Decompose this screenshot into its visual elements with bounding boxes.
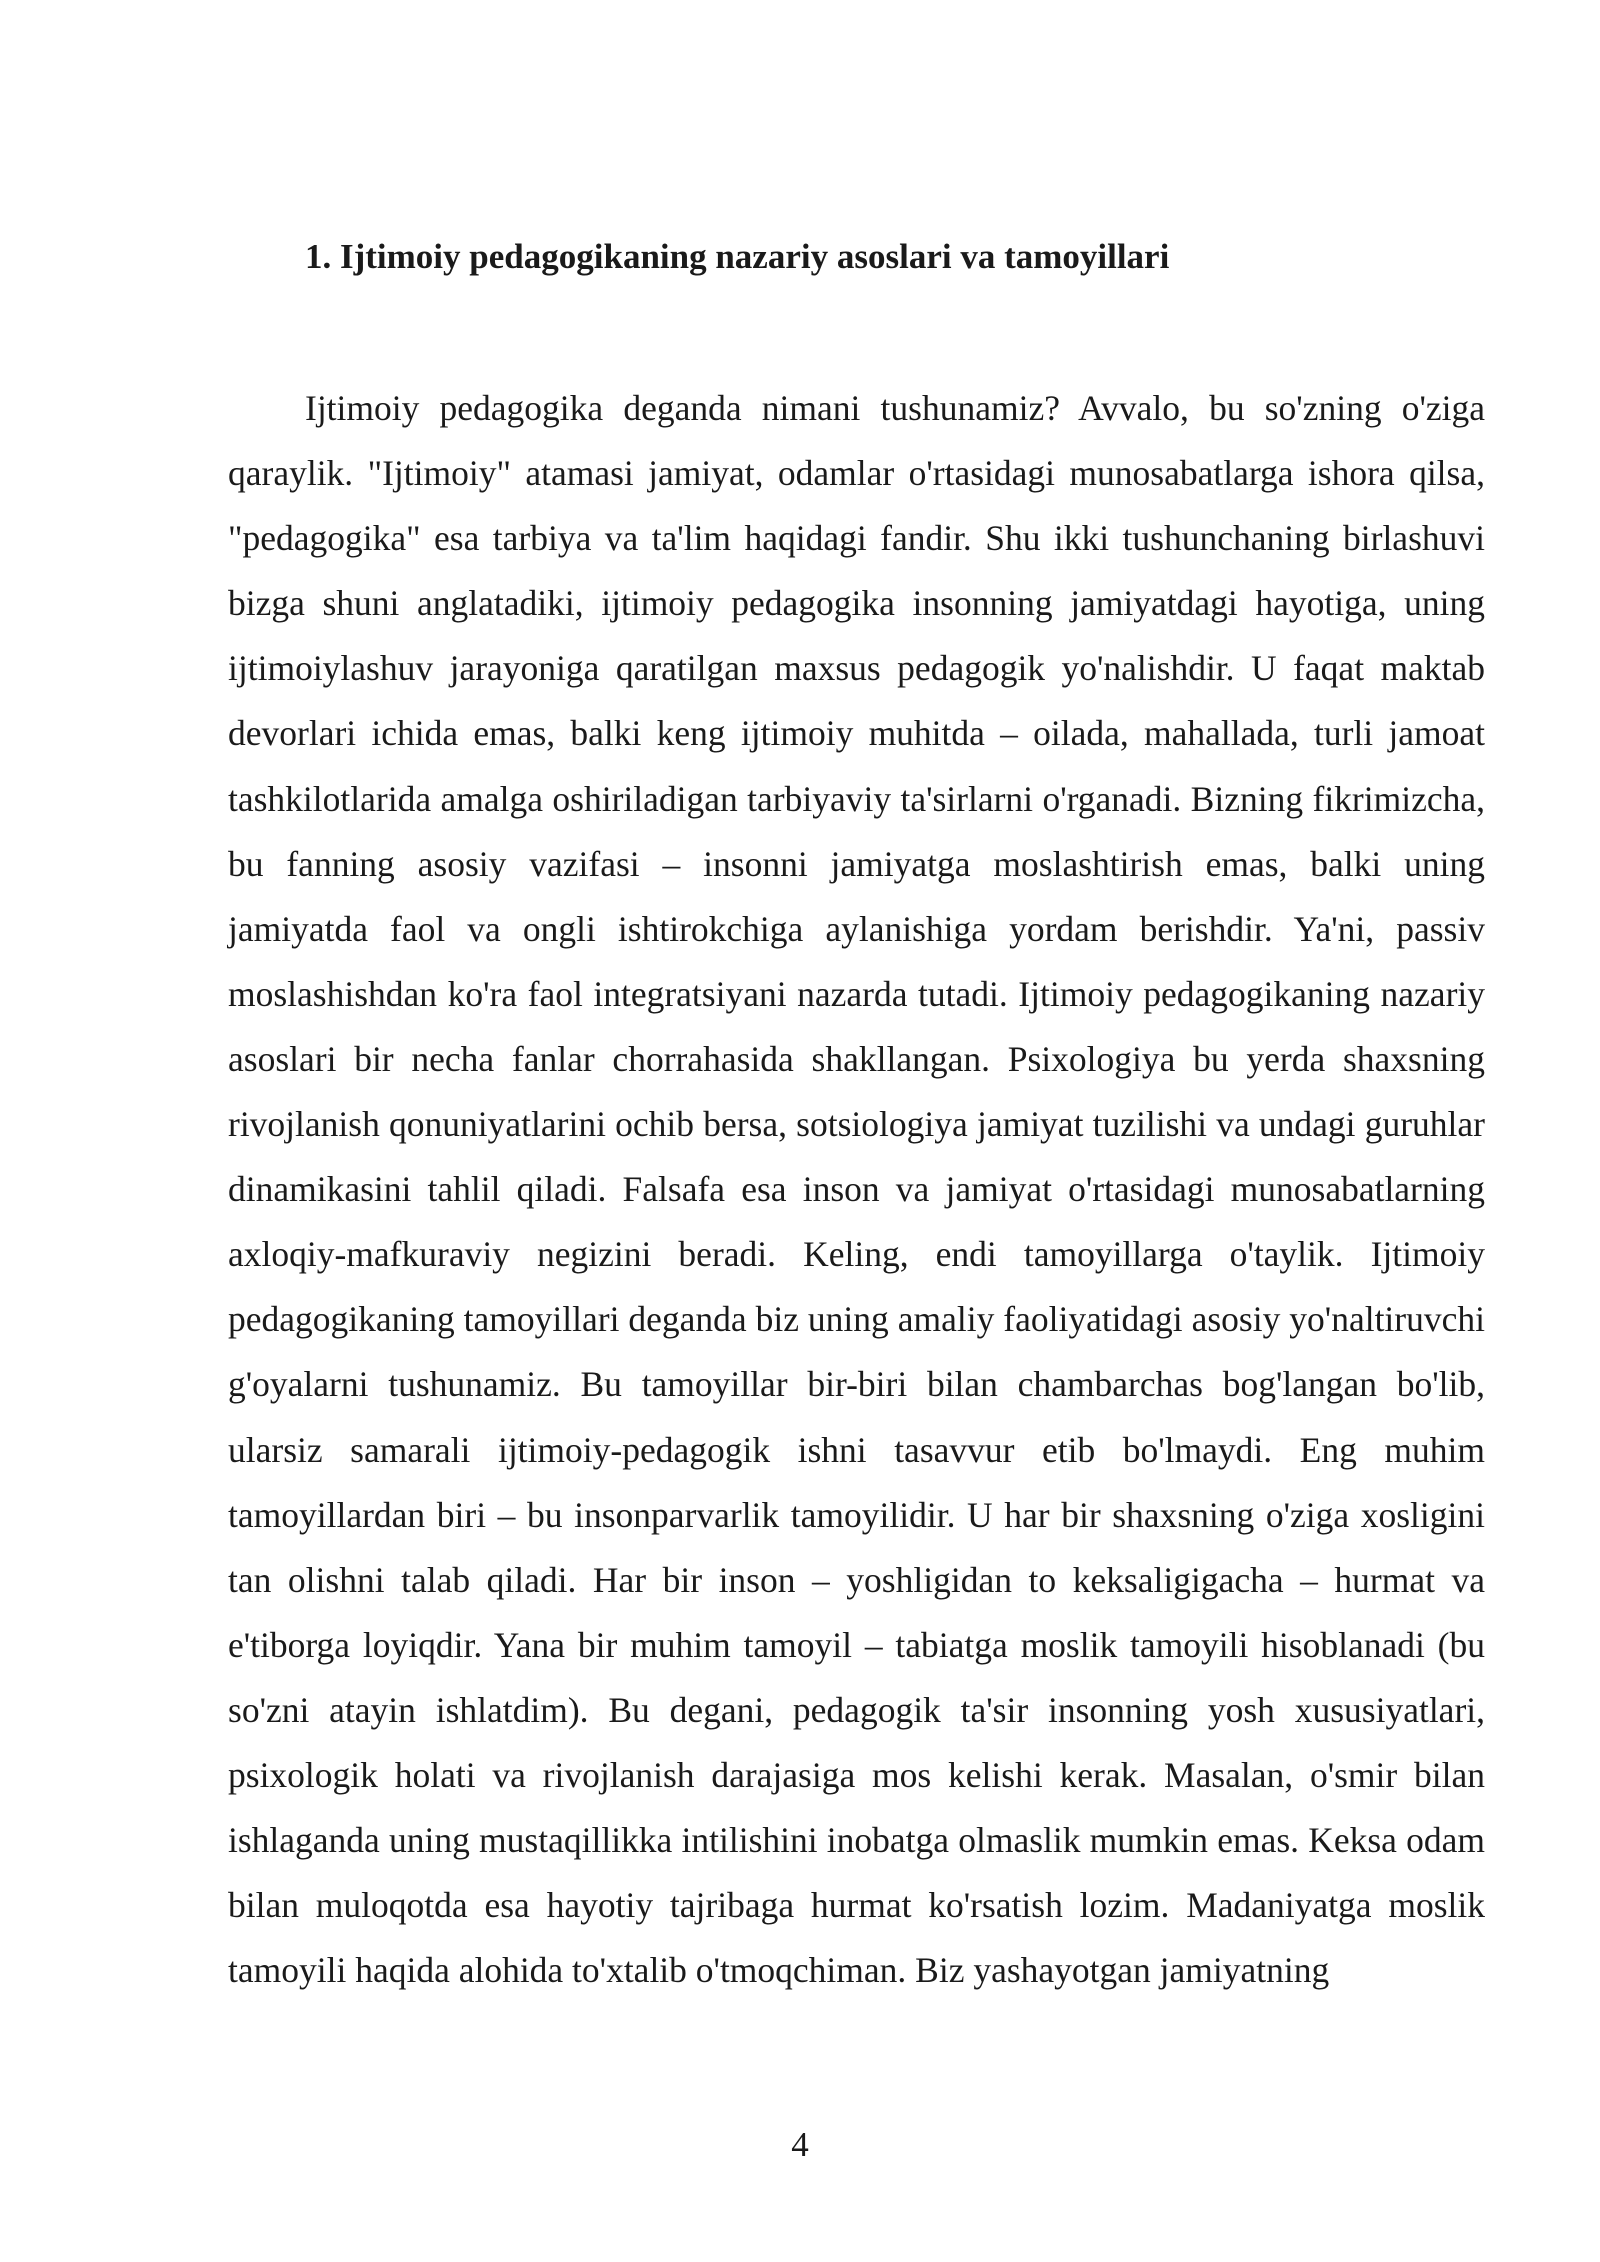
- page-number: 4: [791, 2125, 809, 2164]
- body-paragraph: Ijtimoiy pedagogika deganda nimani tushunamiz? Avvalo, bu so'zning o'ziga qaraylik. "Ijtimoiy" atamasi jamiyat, odamlar o'rtasidagi munosabatlarga ishora qilsa, "pedagogika" esa tarbiya va ta'lim haqidagi fandir. Shu ikki tushunchaning birlashuvi bizga shuni anglatadiki, ijtimoiy pedagogika insonning jamiyatdagi hayotiga, uning ijtimoiylashuv jarayoniga qaratilgan maxsus pedagogik yo'nalishdir. U faqat maktab devorlari ichida emas, balki keng ijtimoiy muhitda – oilada, mahallada, turli jamoat tashkilotlarida amalga oshiriladigan tarbiyaviy ta'sirlarni o'rganadi. Bizning fikrimizcha, bu fanning asosiy vazifasi – insonni jamiyatga moslashtirish emas, balki uning jamiyatda faol va ongli ishtirokchiga aylanishiga yordam berishdir. Ya'ni, passiv moslashishdan ko'ra faol integratsiyani nazarda tutadi. Ijtimoiy pedagogikaning nazariy asoslari bir necha fanlar chorrahasida shakllangan. Psixologiya bu yerda shaxsning rivojlanish qonuniyatlarini ochib bersa, sotsiologiya jamiyat tuzilishi va undagi guruhlar dinamikasini tahlil qiladi. Falsafa esa inson va jamiyat o'rtasidagi munosabatlarning axloqiy-mafkuraviy negizini beradi. Keling, endi tamoyillarga o'taylik. Ijtimoiy pedagogikaning tamoyillari deganda biz uning amaliy faoliyatidagi asosiy yo'naltiruvchi g'oyalarni tushunamiz. Bu tamoyillar bir-biri bilan chambarchas bog'langan bo'lib, ularsiz samarali ijtimoiy-pedagogik ishni tasavvur etib bo'lmaydi. Eng muhim tamoyillardan biri – bu insonparvarlik tamoyilidir. U har bir shaxsning o'ziga xosligini tan olishni talab qiladi. Har bir inson – yoshligidan to keksaligigacha – hurmat va e'tiborga loyiqdir. Yana bir muhim tamoyil – tabiatga moslik tamoyili hisoblanadi (bu so'zni atayin ishlatdim). Bu degani, pedagogik ta'sir insonning yosh xususiyatlari, psixologik holati va rivojlanish darajasiga mos kelishi kerak. Masalan, o'smir bilan ishlaganda uning mustaqillikka intilishini inobatga olmaslik mumkin emas. Keksa odam bilan muloqotda esa hayotiy tajribaga hurmat ko'rsatish lozim. Madaniyatga moslik tamoyili haqida alohida to'xtalib o'tmoqchiman. Biz yashayotgan jamiyatning: [228, 388, 1485, 1991]
- section-heading: 1. Ijtimoiy pedagogikaning nazariy asoslari va tamoyillari: [305, 237, 1170, 276]
